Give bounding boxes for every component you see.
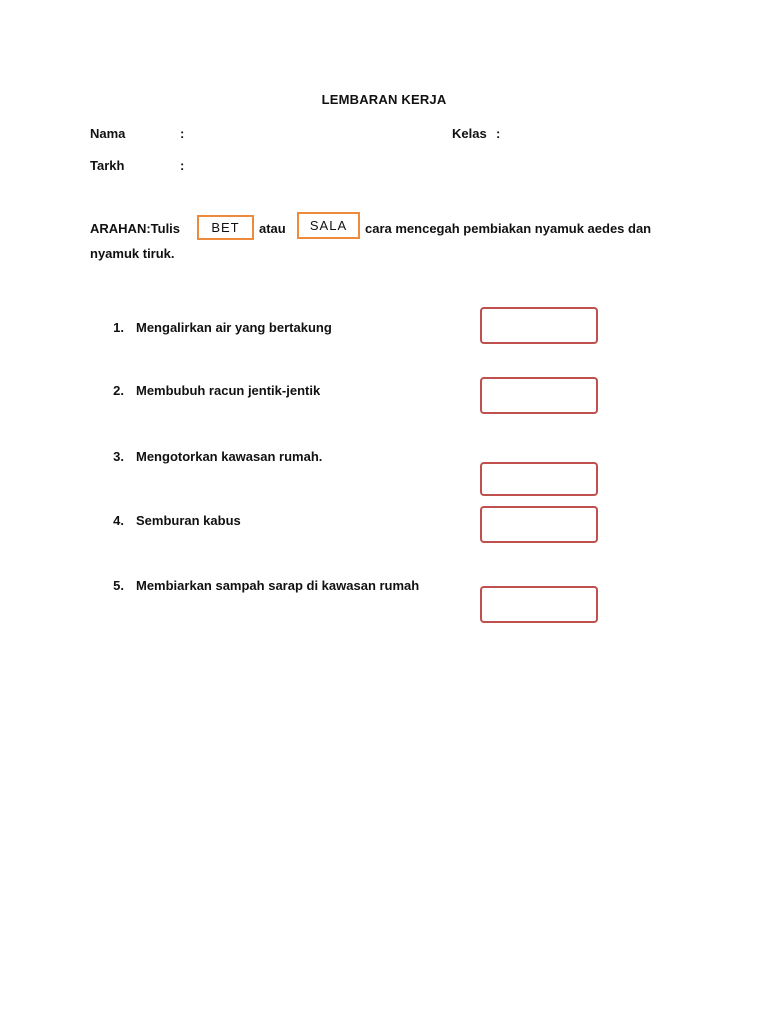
instruction-line2: nyamuk tiruk. [90,246,175,261]
item-2-text: Membubuh racun jentik-jentik [136,383,321,398]
item-3-text: Mengotorkan kawasan rumah. [136,449,323,464]
item-4-answer-box[interactable] [480,506,598,543]
instruction-suffix: cara mencegah pembiakan nyamuk aedes dan [365,221,652,236]
item-1-text: Mengalirkan air yang bertakung [136,320,332,335]
date-colon: : [180,158,185,173]
name-label: Nama [90,126,126,141]
true-option-label: BET [211,220,240,235]
item-1-number: 1. [113,320,124,335]
item-3-answer-box[interactable] [480,462,598,496]
name-field[interactable] [196,120,436,140]
class-field[interactable] [510,120,670,140]
false-option-label: SALA [309,218,348,233]
item-1-answer-box[interactable] [480,307,598,344]
instruction-connector: atau [259,221,286,236]
date-label: Tarkh [90,158,125,173]
item-5-answer-box[interactable] [480,586,598,623]
name-colon: : [180,126,185,141]
item-5-text: Membiarkan sampah sarap di kawasan rumah [136,578,420,593]
item-4-number: 4. [113,513,124,528]
class-label: Kelas [452,126,487,141]
item-2-answer-box[interactable] [480,377,598,414]
date-field[interactable] [196,152,436,172]
true-option-chip [197,215,254,240]
item-2-number: 2. [113,383,124,398]
instruction-prefix: ARAHAN:Tulis [90,221,181,236]
item-3-number: 3. [113,449,124,464]
class-colon: : [496,126,501,141]
item-5-number: 5. [113,578,124,593]
page-title: LEMBARAN KERJA [321,92,447,107]
item-4-text: Semburan kabus [136,513,241,528]
false-option-chip [297,212,360,239]
